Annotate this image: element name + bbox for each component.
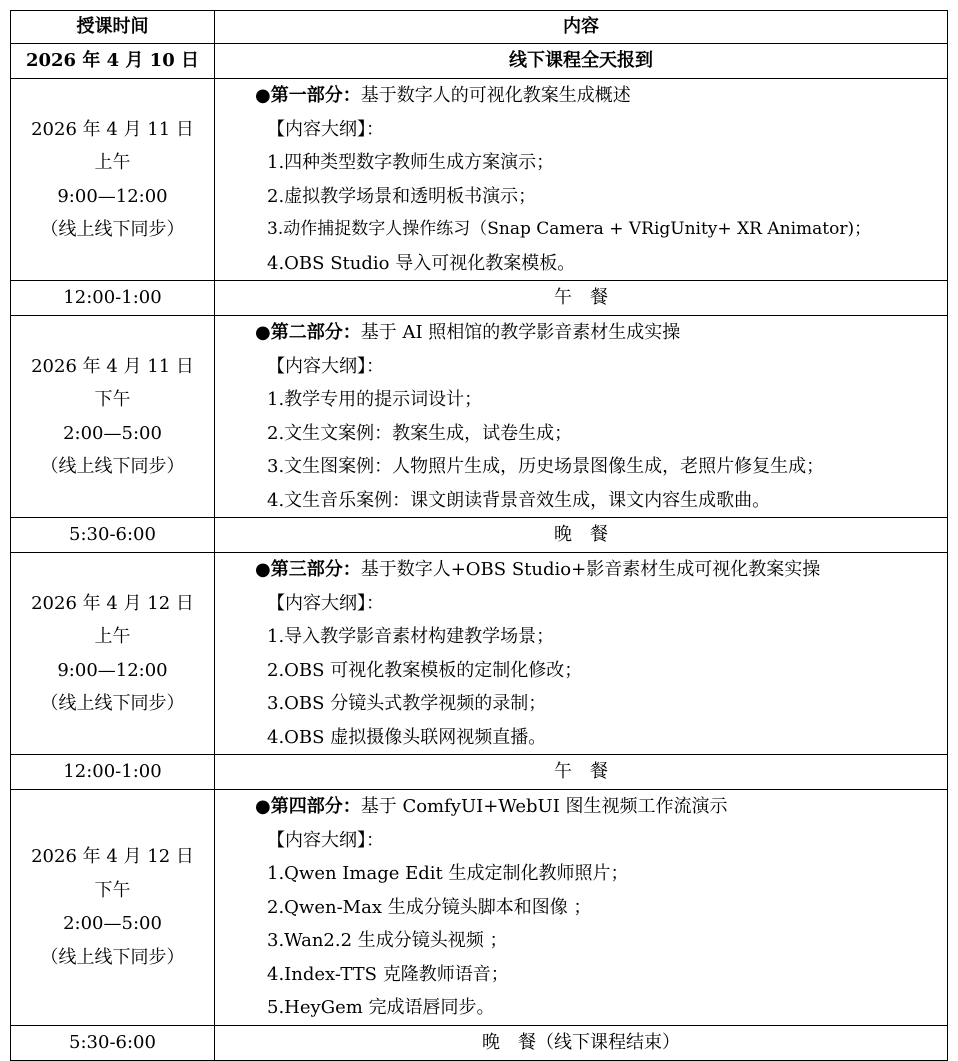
- section-1-mode: （线上线下同步）: [40, 219, 185, 240]
- lunch-1-content: 午 餐: [215, 281, 948, 316]
- bullet-icon: ●: [255, 85, 271, 106]
- section-4-date: 2026 年 4 月 12 日: [31, 846, 194, 868]
- table-row-lunch-1: [11, 281, 948, 316]
- header-row: [11, 11, 948, 44]
- list-item: 3.Wan2.2 生成分镜头视频 ；: [267, 930, 508, 951]
- table-row-lunch-2: [11, 755, 948, 790]
- table-row-section-2: [11, 316, 948, 518]
- lunch-2-content: 午 餐: [215, 755, 948, 790]
- header-time: 授课时间: [11, 11, 215, 44]
- list-item: 4.文生音乐案例：课文朗读背景音效生成，课文内容生成歌曲。: [267, 489, 771, 511]
- list-item: 4.OBS Studio 导入可视化教案模板。: [267, 252, 576, 274]
- section-3-mode: （线上线下同步）: [40, 693, 185, 714]
- section-4-hours: 2:00—5:00: [63, 913, 162, 935]
- dinner-2-content: 晚 餐（线下课程结束）: [215, 1025, 948, 1060]
- list-item: 3.OBS 分镜头式教学视频的录制；: [267, 693, 547, 714]
- section-1-title: ●第一部分：基于数字人的可视化教案生成概述: [255, 85, 631, 106]
- section-4-title: ●第四部分：基于 ComfyUI+WebUI 图生视频工作流演示: [255, 796, 728, 817]
- list-item: 1.Qwen Image Edit 生成定制化教师照片；: [267, 863, 629, 884]
- section-2-period: 下午: [94, 389, 131, 410]
- list-item: 4.OBS 虚拟摄像头联网视频直播。: [267, 726, 547, 748]
- section-4-time: [11, 790, 215, 1026]
- registration-date: 2026 年 4 月 10 日: [11, 44, 215, 79]
- section-1-time: [11, 79, 215, 281]
- section-2-hours: 2:00—5:00: [63, 422, 162, 444]
- header-content: 内容: [215, 11, 948, 44]
- list-item: 4.Index-TTS 克隆教师语音；: [267, 963, 509, 985]
- list-item: 2.Qwen-Max 生成分镜头脚本和图像 ；: [267, 896, 592, 918]
- list-item: 2.OBS 可视化教案模板的定制化修改；: [267, 659, 583, 681]
- schedule-table: [10, 10, 948, 1061]
- dinner-2-time: 5:30-6:00: [11, 1025, 215, 1060]
- bullet-icon: ●: [255, 322, 271, 343]
- section-3-title: ●第三部分：基于数字人+OBS Studio+影音素材生成可视化教案实操: [255, 559, 821, 580]
- list-item: 1.教学专用的提示词设计；: [267, 389, 483, 410]
- section-2-outline: 【内容大纲】：: [267, 355, 384, 377]
- list-item: 2.文生文案例：教案生成，试卷生成；: [267, 422, 573, 444]
- bullet-icon: ●: [255, 796, 271, 817]
- lunch-1-time: 12:00-1:00: [11, 281, 215, 316]
- section-3-period: 上午: [94, 626, 131, 647]
- section-4-period: 下午: [94, 879, 131, 901]
- section-3-outline: 【内容大纲】：: [267, 592, 384, 614]
- table-row-section-1: [11, 79, 948, 281]
- section-3-content: [215, 553, 948, 755]
- registration-content: 线下课程全天报到: [215, 44, 948, 79]
- section-2-title: ●第二部分：基于 AI 照相馆的教学影音素材生成实操: [255, 322, 681, 343]
- list-item: 2.虚拟教学场景和透明板书演示；: [267, 185, 537, 207]
- dinner-1-content: 晚 餐: [215, 518, 948, 553]
- table-row-dinner-2: [11, 1025, 948, 1060]
- section-1-hours: 9:00—12:00: [57, 185, 168, 207]
- section-2-time: [11, 316, 215, 518]
- table-row-dinner-1: [11, 518, 948, 553]
- section-1-outline: 【内容大纲】：: [267, 118, 384, 140]
- list-item: 5.HeyGem 完成语唇同步。: [267, 997, 495, 1018]
- section-2-mode: （线上线下同步）: [40, 456, 185, 477]
- section-3-time: [11, 553, 215, 755]
- section-1-content: [215, 79, 948, 281]
- section-3-hours: 9:00—12:00: [57, 659, 168, 681]
- list-item: 3.文生图案例：人物照片生成，历史场景图像生成，老照片修复生成；: [267, 456, 825, 477]
- bullet-icon: ●: [255, 559, 271, 580]
- lunch-2-time: 12:00-1:00: [11, 755, 215, 790]
- table-row-section-4: [11, 790, 948, 1026]
- section-4-outline: 【内容大纲】：: [267, 829, 384, 851]
- section-4-mode: （线上线下同步）: [40, 946, 185, 968]
- list-item: 1.四种类型数字教师生成方案演示；: [267, 152, 555, 173]
- list-item: 3.动作捕捉数字人操作练习（Snap Camera + VRigUnity+ XR Animator)；: [267, 219, 872, 239]
- section-1-period: 上午: [94, 152, 131, 173]
- table-row-registration: [11, 44, 948, 79]
- section-2-date: 2026 年 4 月 11 日: [31, 355, 194, 377]
- section-2-content: [215, 316, 948, 518]
- dinner-1-time: 5:30-6:00: [11, 518, 215, 553]
- section-1-date: 2026 年 4 月 11 日: [31, 118, 194, 140]
- section-4-content: [215, 790, 948, 1026]
- section-3-date: 2026 年 4 月 12 日: [31, 592, 194, 614]
- table-row-section-3: [11, 553, 948, 755]
- list-item: 1.导入教学影音素材构建教学场景；: [267, 626, 555, 647]
